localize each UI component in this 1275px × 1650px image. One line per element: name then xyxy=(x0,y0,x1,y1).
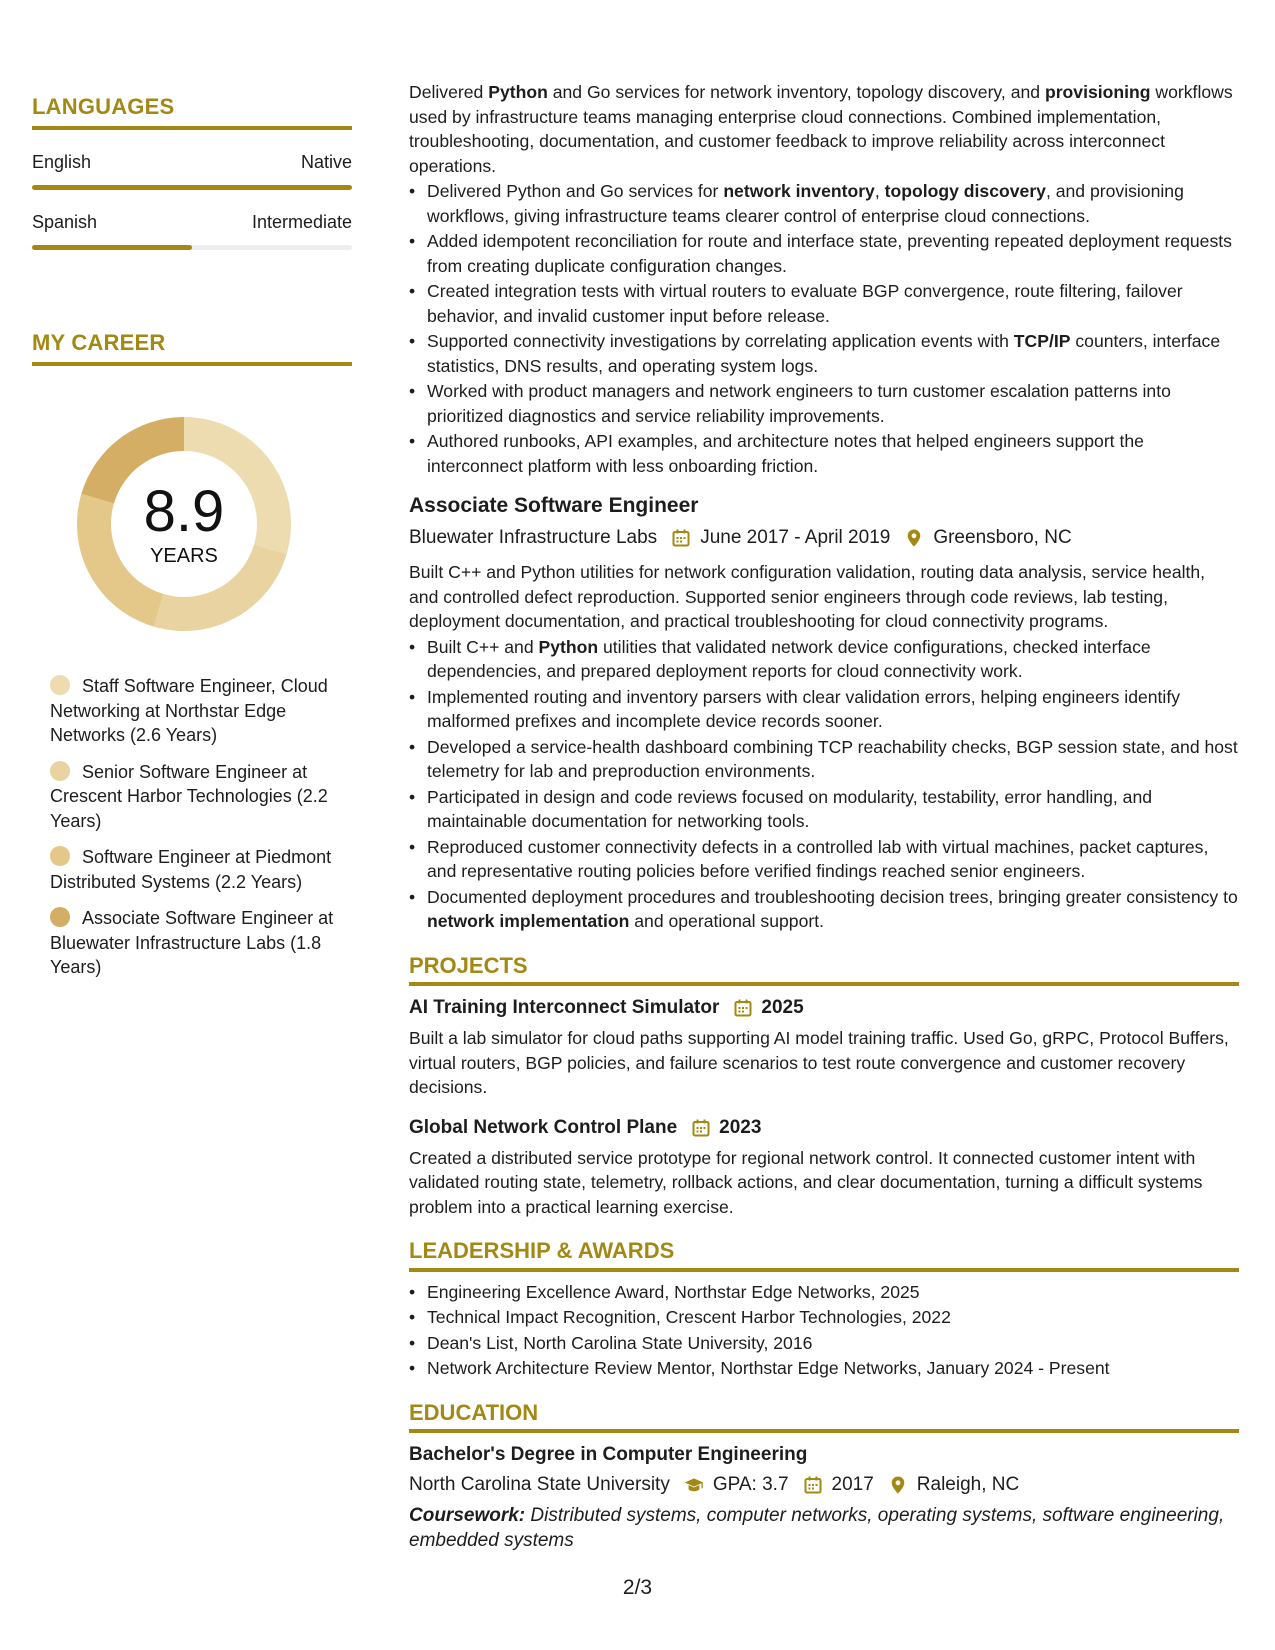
calendar-icon xyxy=(671,528,691,548)
job-bullet: • Authored runbooks, API examples, and architecture notes that helped engineers support the interconnect platform with less onboarding friction. xyxy=(409,429,1239,478)
page-number: 2/3 xyxy=(622,1576,653,1599)
education-rule xyxy=(409,1429,1239,1433)
job-bullet: • Worked with product managers and network engineers to turn customer escalation patterns into prioritized diagnostics and service reliability improvements. xyxy=(409,379,1239,428)
job-bullet: • Developed a service-health dashboard combining TCP reachability checks, BGP session state, and host telemetry for lab and preproduction environments. xyxy=(409,735,1239,784)
gpa: GPA: 3.7 xyxy=(712,1474,789,1495)
job-bullet: • Built C++ and Python utilities that validated network device configurations, checked interface dependencies, and prepared deployment reports for cloud connectivity work. xyxy=(409,635,1239,684)
job-summary: Delivered Python and Go services for network inventory, topology discovery, and provisioning workflows used by infrastructure teams managing enterprise cloud connections. Combined implementation, troubleshooting, documentation, and customer feedback to improve reliability across interconnect operations. xyxy=(409,82,1233,176)
language-name: English xyxy=(32,152,92,172)
career-legend xyxy=(50,674,340,980)
career-total-unit: YEARS xyxy=(150,544,218,567)
job-bullet: • Participated in design and code reviews focused on modularity, testability, error handling, and maintainable documentation for networking tools. xyxy=(409,785,1239,834)
job-bullet: • Delivered Python and Go services for network inventory, topology discovery, and provisioning workflows, giving infrastructure teams clearer control of enterprise cloud connections. xyxy=(409,179,1239,228)
award-item: • Dean's List, North Carolina State University, 2016 xyxy=(409,1331,1239,1356)
job-bullet: • Added idempotent reconciliation for route and interface state, preventing repeated deployment requests from creating duplicate configuration changes. xyxy=(409,229,1239,278)
career-heading: MY CAREER xyxy=(32,330,166,355)
location-pin-icon xyxy=(888,1475,908,1495)
legend-dot-icon xyxy=(50,761,70,781)
legend-dot-icon xyxy=(50,846,70,866)
calendar-icon xyxy=(803,1475,823,1495)
career-donut-center xyxy=(64,404,304,644)
awards-rule xyxy=(409,1268,1239,1272)
career-legend-item xyxy=(50,906,340,980)
legend-label: Senior Software Engineer at Crescent Harbor Technologies (2.2 Years) xyxy=(50,761,328,831)
graduation-cap-icon xyxy=(684,1475,704,1495)
left-column xyxy=(32,94,352,992)
job-title: Associate Software Engineer xyxy=(409,494,699,517)
job-meta xyxy=(409,524,1239,552)
language-item xyxy=(32,152,352,190)
award-item: • Engineering Excellence Award, Northstar Edge Networks, 2025 xyxy=(409,1280,1239,1305)
job-bullet: • Documented deployment procedures and troubleshooting decision trees, bringing greater consistency to network implementation and operational support. xyxy=(409,885,1239,934)
job-bullet: • Supported connectivity investigations by correlating application events with TCP/IP counters, interface statistics, DNS results, and operating system logs. xyxy=(409,329,1239,378)
languages-rule xyxy=(32,126,352,130)
job-location: Greensboro, NC xyxy=(933,527,1072,548)
career-rule xyxy=(32,362,352,366)
legend-label: Associate Software Engineer at Bluewater Infrastructure Labs (1.8 Years) xyxy=(50,908,334,977)
legend-label: Software Engineer at Piedmont Distributed Systems (2.2 Years) xyxy=(50,847,332,892)
language-level: Intermediate xyxy=(251,212,352,232)
education-meta xyxy=(409,1471,1239,1499)
language-proficiency-bar xyxy=(32,245,352,250)
career-donut-chart xyxy=(64,404,304,644)
education-heading: EDUCATION xyxy=(409,1399,539,1425)
legend-dot-icon xyxy=(50,907,70,927)
projects-heading: PROJECTS xyxy=(409,952,528,978)
degree-title: Bachelor's Degree in Computer Engineering xyxy=(409,1444,808,1465)
job-bullets xyxy=(409,179,1239,478)
job-summary: Built C++ and Python utilities for network configuration validation, routing data analysis, service health, and controlled defect reproduction. Supported senior engineers through code reviews, lab testing, deployment documentation, and practical troubleshooting for cloud connectivity programs. xyxy=(409,562,1206,631)
job-bullet: • Implemented routing and inventory parsers with clear validation errors, helping engineers identify malformed prefixes and incomplete device records sooner. xyxy=(409,685,1239,734)
language-proficiency-fill xyxy=(32,185,352,190)
calendar-icon xyxy=(691,1118,711,1138)
company-name: Bluewater Infrastructure Labs xyxy=(409,527,658,548)
project-description: Created a distributed service prototype for regional network control. It connected customer intent with validated routing state, telemetry, rollback actions, and clear documentation, turning a difficult systems problem into a practical learning exercise. xyxy=(409,1147,1203,1217)
projects-rule xyxy=(409,982,1239,986)
career-total-years: 8.9 xyxy=(143,478,225,544)
right-column xyxy=(409,80,1239,1553)
location-pin-icon xyxy=(904,528,924,548)
legend-dot-icon xyxy=(50,675,70,695)
graduation-year: 2017 xyxy=(831,1474,874,1495)
language-level: Native xyxy=(300,152,352,172)
language-proficiency-bar xyxy=(32,185,352,190)
language-proficiency-fill xyxy=(32,245,192,250)
language-item xyxy=(32,212,352,250)
calendar-icon xyxy=(733,998,753,1018)
coursework xyxy=(409,1503,1239,1553)
legend-label: Staff Software Engineer, Cloud Networking at Northstar Edge Networks (2.6 Years) xyxy=(50,676,328,745)
project-item xyxy=(409,994,1239,1100)
project-year: 2025 xyxy=(761,997,804,1018)
project-description: Built a lab simulator for cloud paths supporting AI model training traffic. Used Go, gRPC, Protocol Buffers, virtual routers, BGP policies, and failure scenarios to test route convergence and customer recovery decisions. xyxy=(409,1028,1229,1097)
job-bullet: • Created integration tests with virtual routers to evaluate BGP convergence, route filtering, failover behavior, and invalid customer input before release. xyxy=(409,279,1239,328)
project-year: 2023 xyxy=(719,1116,762,1138)
award-item: • Network Architecture Review Mentor, Northstar Edge Networks, January 2024 - Present xyxy=(409,1356,1239,1381)
job-dates: June 2017 - April 2019 xyxy=(700,527,891,548)
project-name: Global Network Control Plane xyxy=(409,1116,678,1138)
coursework-text: Distributed systems, computer networks, operating systems, software engineering, embedded systems xyxy=(409,1505,1225,1551)
career-legend-item xyxy=(50,674,340,748)
project-item xyxy=(409,1114,1239,1220)
job-bullet: • Reproduced customer connectivity defects in a controlled lab with virtual machines, packet captures, and representative routing policies before verified findings reached senior engineers. xyxy=(409,835,1239,884)
language-name: Spanish xyxy=(32,212,98,232)
career-legend-item xyxy=(50,845,340,894)
school-name: North Carolina State University xyxy=(409,1474,670,1495)
awards-heading: LEADERSHIP & AWARDS xyxy=(409,1238,675,1263)
school-location: Raleigh, NC xyxy=(916,1474,1020,1495)
awards-list xyxy=(409,1280,1239,1381)
job-bullets xyxy=(409,635,1239,934)
project-name: AI Training Interconnect Simulator xyxy=(409,997,720,1018)
career-legend-item xyxy=(50,760,340,834)
award-item: • Technical Impact Recognition, Crescent Harbor Technologies, 2022 xyxy=(409,1305,1239,1330)
coursework-label: Coursework: xyxy=(409,1505,526,1526)
languages-heading: LANGUAGES xyxy=(32,94,175,119)
